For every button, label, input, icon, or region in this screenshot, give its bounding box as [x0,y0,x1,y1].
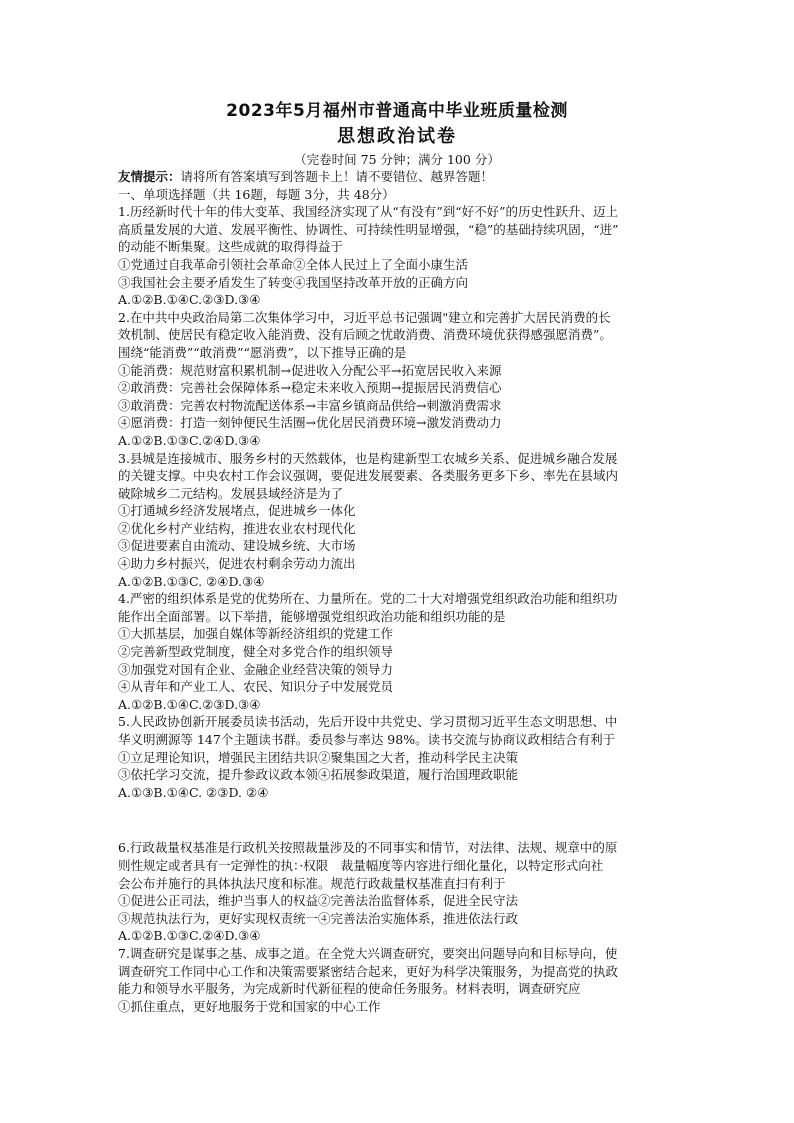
question-option-line: ②完善新型政党制度，健全对多党合作的组织领导 [118,644,394,660]
question-7 [118,945,684,1015]
question-option-line: ①立足理论知识，增强民主团结共识②聚集国之大者，推动科学民主决策 [118,749,519,765]
exam-body [118,168,684,1015]
question-stem-line: 6.行政裁量权基准是行政机关按照裁量涉及的不同事实和情节，对法律、法规、规章中的原 [118,840,618,856]
question-option-line: ②优化乡村产业结构，推进农业农村现代化 [118,520,356,536]
question-option-line: ④愿消费：打造一刻钟便民生活圈→优化居民消费环境→激发消费动力 [118,415,502,431]
answer-choices: A.①②B.①③C.②④D.③④ [118,432,261,448]
friendly-tip [118,168,684,186]
question-option-line: ③我国社会主要矛盾发生了转变④我国坚持改革开放的正确方向 [118,274,469,290]
tip-text: 请将所有答案填写到答题卡上！请不要错位、越界答题！ [180,169,494,184]
question-stem-line: 围绕“能消费”“敢消费”“愿消费”，以下推导正确的是 [118,344,407,360]
question-stem-line: 会公布并施行的具体执法尺度和标准。规范行政裁量权基准直扫有利于 [118,875,506,891]
page-gap [118,801,684,839]
question-option-line: ①大抓基层，加强自媒体等新经济组织的党建工作 [118,626,394,642]
question-stem-line: 效机制、使居民有稳定收入能消费、没有后顾之忧敢消费、消费环境优获得感强愿消费”。 [118,327,612,343]
question-option-line: ③规范执法行为，更好实现权责统一④完善法治实施体系，推进依法行政 [118,910,519,926]
question-stem-line: 2.在中共中央政治局第二次集体学习中，习近平总书记强调"建立和完善扩大居民消费的长 [118,309,611,325]
question-option-line: ③促进要素自由流动、建设城乡统、大市场 [118,538,356,554]
answer-choices: A.①②B.①④C.②③D.③④ [118,696,261,712]
answer-choices: A.①②B.①③C.②④D.③④ [118,928,261,944]
question-stem-line: 的关键支撑。中央农村工作会议强调，要促进发展要素、各类服务更多下乡、率先在县域内 [118,468,619,484]
question-option-line: ①抓住重点，更好地服务于党和国家的中心工作 [118,998,381,1014]
question-stem-line: 1.历经新时代十年的伟大变革、我国经济实现了从“有没有”到“好不好”的历史性跃升、迈上 [118,204,618,220]
question-option-line: ①促进公正司法，维护当事人的权益②完善法治监督体系，促进全民守法 [118,893,519,909]
tip-label: 友情提示： [118,169,181,184]
question-6 [118,839,684,945]
question-4 [118,590,684,713]
question-option-line: ③敢消费：完善农村物流配送体系→丰富乡镇商品供给→刺激消费需求 [118,397,502,413]
question-stem-line: 能作出全面部署。以下举措，能够增强党组织政治功能和组织功能的是 [118,608,506,624]
question-option-line: ③依托学习交流，提升参政议政本领④拓展参政渠道，履行治国理政职能 [118,767,519,783]
answer-choices: A.①②B.①③C. ②④D.③④ [118,573,265,589]
question-stem-line: 破除城乡二元结构。发展县域经济是为了 [118,485,344,501]
question-stem-line: 华义明溯源等 147个主题读书群。委员参与率达 98%。读书交流与协商议政相结合有利于 [118,732,616,747]
question-3 [118,450,684,591]
question-stem-line: 4.严密的组织体系是党的优势所在、力量所在。党的二十大对增强党组织政治功能和组织功 [118,591,618,607]
answer-choices: A.①③B.①④C. ②③D. ②④ [118,784,269,800]
section-title: 一、单项选择题（共 16题，每题 3分，共 48分） [118,186,395,202]
question-stem-line: 5.人民政协创新开展委员读书活动，先后开设中共党史、学习贯彻习近平生态文明思想、中 [118,714,618,730]
exam-title: 2023年5月福州市普通高中毕业班质量检测 [226,101,568,121]
question-list [118,203,684,1015]
question-stem-line: 高质量发展的大道、发展平衡性、协调性、可持续性明显增强，“稳”的基础持续巩固，“进” [118,221,619,237]
question-1 [118,203,684,309]
question-option-line: ③加强党对国有企业、金融企业经营决策的领导力 [118,661,394,677]
exam-info: （完卷时间 75 分钟；满分 100 分） [294,152,500,167]
question-stem-line: 能力和领导水平服务，为完成新时代新征程的使命任务服务。材料表明，调查研究应 [118,981,581,997]
question-stem-line: 7.调查研究是谋事之基、成事之道。在全党大兴调查研究，要突出问题导向和目标导向，使 [118,945,618,961]
question-option-line: ④从青年和产业工人、农民、知识分子中发展党员 [118,679,394,695]
question-option-line: ④助力乡村振兴，促进农村剩余劳动力流出 [118,556,356,572]
question-option-line: ①能消费：规范财富积累机制→促进收入分配公平→拓宽居民收入来源 [118,362,502,378]
exam-subject: 思想政治试卷 [337,126,457,147]
question-option-line: ②敢消费：完善社会保障体系→稳定未来收入预期→提振居民消费信心 [118,380,502,396]
question-option-line: ①打通城乡经济发展堵点，促进城乡一体化 [118,503,356,519]
question-stem-line: 则性规定或者具有一定弹性的执：·权限 裁量幅度等内容进行细化量化，以特定形式向社 [118,857,604,873]
answer-choices: A.①②B.①④C.②③D.③④ [118,292,261,308]
question-stem-line: 调查研究工作同中心工作和决策需要紧密结合起来，更好为科学决策服务，为提高党的执政 [118,963,619,979]
question-option-line: ①党通过自我革命引领社会革命②全体人民过上了全面小康生活 [118,256,469,272]
question-stem-line: 3.县城是连接城市、服务乡村的天然载体，也是构建新型工农城乡关系、促进城乡融合发展 [118,450,618,466]
question-stem-line: 的动能不断集聚。这些成就的取得得益于 [118,239,344,255]
question-2 [118,309,684,450]
question-5 [118,713,684,801]
